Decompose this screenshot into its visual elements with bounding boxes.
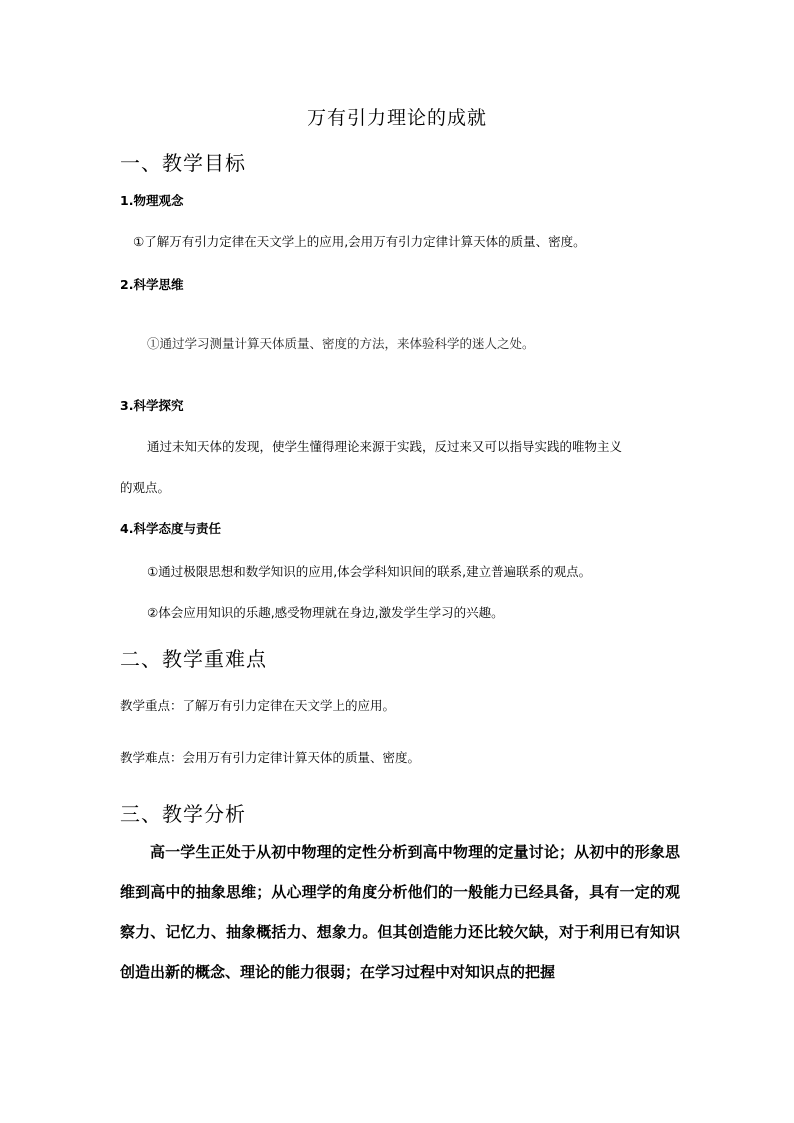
- section-heading-objectives: 一、教学目标: [120, 151, 246, 175]
- text-analysis-paragraph: 高一学生正处于从初中物理的定性分析到高中物理的定量讨论；从初中的形象思维到高中的抽象思维；从心理学的角度分析他们的一般能力已经具备，具有一定的观察力、记忆力、抽象概括力、想象力。但其创造能力还比较欠缺，对于利用已有知识创造出新的概念、理论的能力很弱；在学习过程中对知识点的把握: [120, 843, 680, 981]
- section-heading-key-difficult-points: 二、教学重难点: [120, 647, 267, 671]
- text-attitude-item2: ②体会应用知识的乐趣,感受物理就在身边,激发学生学习的兴趣。: [147, 605, 504, 620]
- subheading-physics-concept: 1.物理观念: [120, 193, 184, 208]
- subheading-attitude-responsibility: 4.科学态度与责任: [120, 521, 221, 536]
- text-key-point: 教学重点：了解万有引力定律在天文学上的应用。: [120, 698, 396, 713]
- subheading-scientific-thinking: 2.科学思维: [120, 277, 184, 292]
- subheading-scientific-inquiry: 3.科学探究: [120, 398, 184, 413]
- page-title: 万有引力理论的成就: [306, 107, 487, 129]
- section-heading-analysis: 三、教学分析: [120, 802, 246, 826]
- text-physics-concept: ①了解万有引力定律在天文学上的应用,会用万有引力定律计算天体的质量、密度。: [133, 234, 586, 249]
- text-scientific-inquiry-line2: 的观点。: [120, 480, 171, 495]
- text-scientific-thinking: ①通过学习测量计算天体质量、密度的方法，来体验科学的迷人之处。: [147, 336, 535, 351]
- text-scientific-inquiry-line1: 通过未知天体的发现，使学生懂得理论来源于实践，反过来又可以指导实践的唯物主义: [147, 439, 623, 454]
- text-difficult-point: 教学难点：会用万有引力定律计算天体的质量、密度。: [120, 750, 421, 765]
- text-attitude-item1: ①通过极限思想和数学知识的应用,体会学科知识间的联系,建立普遍联系的观点。: [147, 564, 592, 579]
